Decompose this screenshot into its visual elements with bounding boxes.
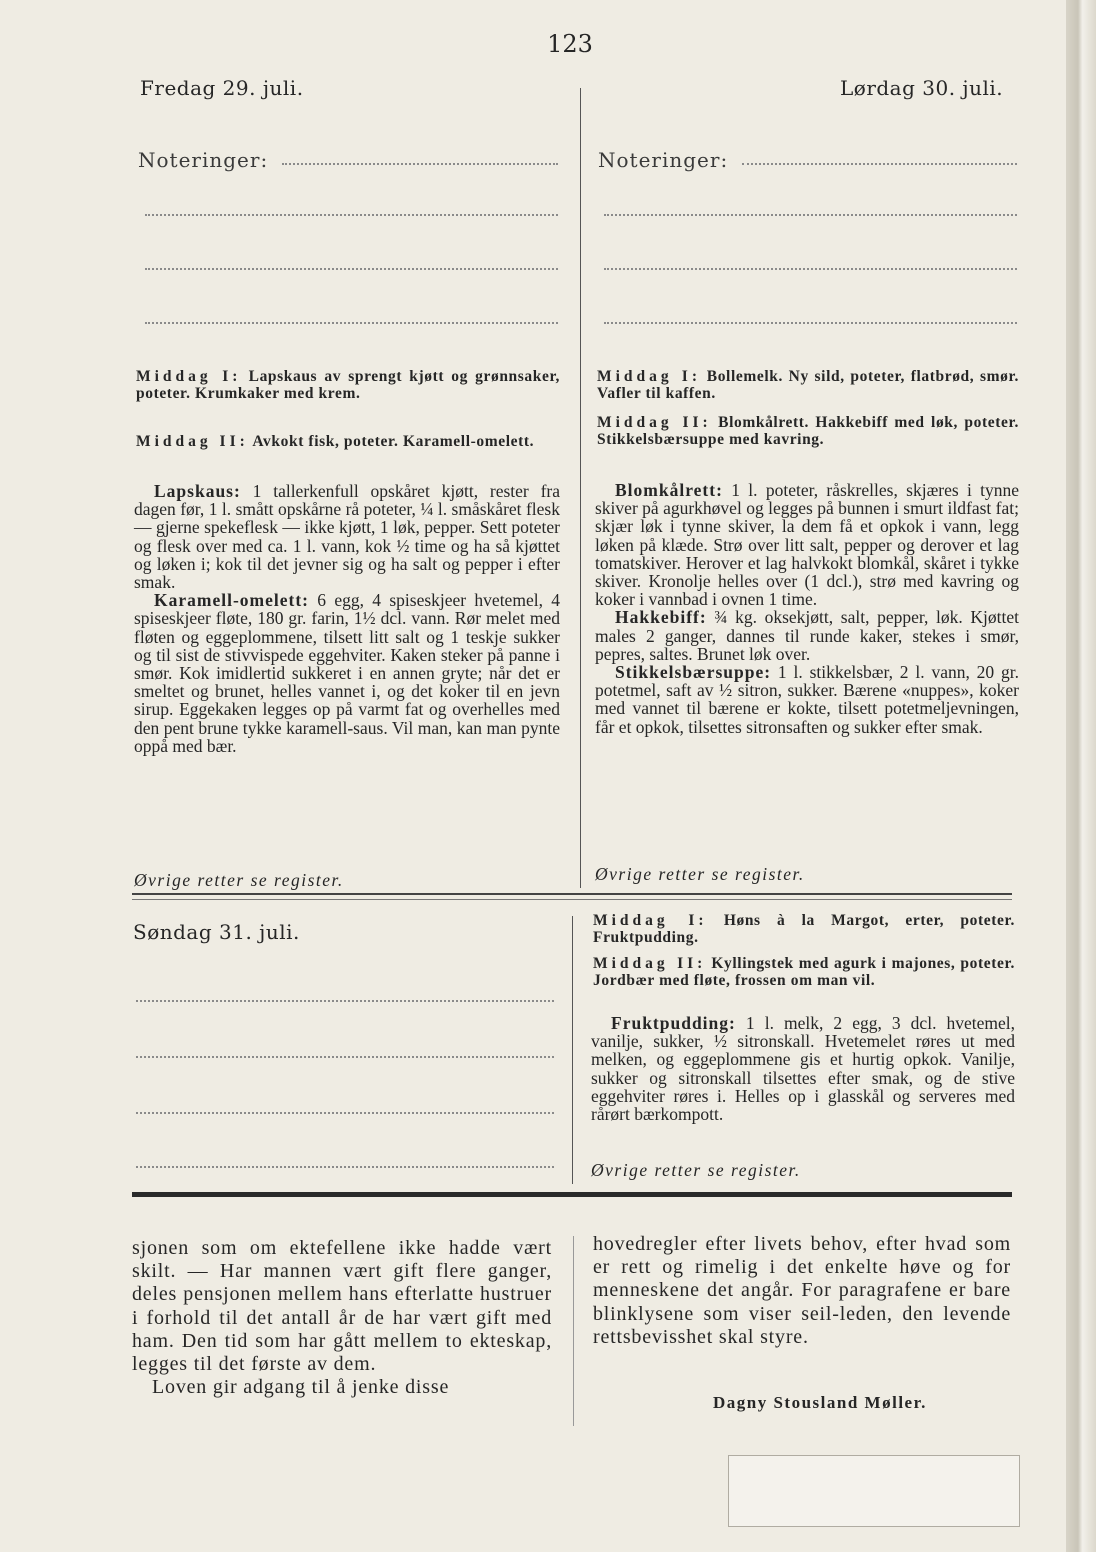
article-signature: Dagny Stousland Møller. bbox=[713, 1393, 927, 1412]
dinner-text: Kyllingstek med agurk i majones, poteter. Jordbær med fløte, frossen om man vil. bbox=[593, 955, 1015, 989]
column-divider bbox=[572, 916, 573, 1184]
saturday-recipes bbox=[595, 481, 1019, 736]
article-right-column bbox=[593, 1233, 1011, 1349]
friday-dinner-1 bbox=[136, 368, 560, 402]
dinner-text: Bollemelk. Ny sild, poteter, flatbrød, smør. Vafler til kaffen. bbox=[597, 368, 1020, 402]
section-divider bbox=[132, 893, 1012, 895]
dinner-label: Middag I: bbox=[597, 368, 702, 385]
saturday-notes-line bbox=[742, 163, 1017, 165]
saturday-notes-line bbox=[604, 268, 1017, 270]
friday-notes-line bbox=[282, 163, 558, 165]
dinner-label: Middag II: bbox=[597, 414, 712, 431]
sunday-notes-line bbox=[136, 1000, 554, 1002]
sunday-dinner-2 bbox=[593, 955, 1015, 989]
saturday-dinner-1 bbox=[597, 368, 1019, 402]
dinner-label: Middag I: bbox=[593, 912, 708, 929]
saturday-notes-line bbox=[604, 214, 1017, 216]
sunday-notes-line bbox=[136, 1166, 554, 1168]
recipe-karamell-omelett: Karamell-omelett: 6 egg, 4 spiseskjeer hvetemel, 4 spiseskjeer fløte, 180 gr. farin, 1½ dcl. vann. Rør melet med fløten og eggeplommene, tilsett litt salt og 1 teskje sukker og til sist de stivvispede eggehviter. Kaken steker på panne i smør. Kok imidlertid sukkeret i en annen gryte; når det er smeltet og brunet, helles vannet i, og det koker til en jevn sirup. Eggekaken legges op på varmt fat og overhelles med den pent brune tykke karamell-saus. Vil man, kan man pynte oppå med bær. bbox=[134, 590, 560, 756]
friday-date-heading: Fredag 29. juli. bbox=[140, 76, 304, 100]
sunday-notes-line bbox=[136, 1112, 554, 1114]
article-left-column bbox=[132, 1237, 552, 1399]
blank-box bbox=[728, 1455, 1020, 1527]
article-paragraph: hovedregler efter livets behov, efter hvad som er rett og rimelig i det enkelte høve og for menneskene det angår. For paragrafene er bare blinklysene som viser seil-leden, den levende rettsbevisshet skal styre. bbox=[593, 1233, 1011, 1348]
recipe-stikkelsbaersuppe: Stikkelsbærsuppe: 1 l. stikkelsbær, 2 l. vann, 20 gr. potetmel, saft av ½ sitron, sukker. Bærene «nuppes», koker med vannet til bærene er kokte, tilsett potetmeljevningen, får et opkok, tilsettes sitronsaften og sukker efter smak. bbox=[595, 662, 1019, 737]
section-divider bbox=[132, 899, 1012, 900]
dinner-text: Lapskaus av sprengt kjøtt og grønnsaker, poteter. Krumkaker med krem. bbox=[136, 368, 560, 402]
dinner-text: Avkokt fisk, poteter. Karamell-omelett. bbox=[252, 433, 535, 450]
article-divider bbox=[132, 1192, 1012, 1197]
friday-notes-line bbox=[145, 268, 558, 270]
column-divider bbox=[580, 88, 581, 888]
friday-notes-label: Noteringer: bbox=[138, 148, 269, 172]
saturday-date-heading: Lørdag 30. juli. bbox=[840, 76, 1004, 100]
article-paragraph: Loven gir adgang til å jenke disse bbox=[152, 1376, 450, 1399]
saturday-footer: Øvrige retter se register. bbox=[595, 864, 805, 884]
sunday-dinner-1 bbox=[593, 912, 1015, 946]
friday-notes-line bbox=[145, 322, 558, 324]
article-paragraph: sjonen som om ektefellene ikke hadde vært skilt. — Har mannen vært gift flere ganger, deles pensjonen mellem hans efterlatte hustruer i forhold til det antall år de har vært gift med ham. Den tid som har gått mellem to ekteskap, legges til det første av dem. bbox=[132, 1237, 552, 1376]
sunday-recipes bbox=[591, 1014, 1015, 1123]
saturday-notes-label: Noteringer: bbox=[598, 148, 729, 172]
sunday-notes-line bbox=[136, 1056, 554, 1058]
page-number: 123 bbox=[547, 30, 593, 58]
friday-notes-line bbox=[145, 214, 558, 216]
dinner-label: Middag II: bbox=[136, 433, 249, 450]
friday-dinner-2 bbox=[136, 433, 560, 450]
sunday-date-heading: Søndag 31. juli. bbox=[133, 920, 300, 944]
friday-recipes bbox=[134, 482, 560, 755]
dinner-text: Høns à la Margot, erter, poteter. Fruktpudding. bbox=[593, 912, 1015, 946]
column-divider bbox=[573, 1236, 574, 1426]
dinner-label: Middag I: bbox=[136, 368, 242, 385]
saturday-notes-line bbox=[604, 322, 1017, 324]
sunday-footer: Øvrige retter se register. bbox=[591, 1160, 801, 1180]
dinner-label: Middag II: bbox=[593, 955, 707, 972]
recipe-hakkebiff: Hakkebiff: ¾ kg. oksekjøtt, salt, pepper, løk. Kjøttet males 2 ganger, dannes til runde kaker, stekes i smør, pepres, saltes. Brunet løk over. bbox=[595, 607, 1020, 664]
dinner-text: Blomkålrett. Hakkebiff med løk, poteter. Stikkelsbærsuppe med kavring. bbox=[597, 414, 1019, 448]
recipe-fruktpudding: Fruktpudding: 1 l. melk, 2 egg, 3 dcl. hvetemel, vanilje, sukker, ½ sitronskall. Hvetemelet røres ut med melken, og eggeplommene gis et hurtig opkok. Vanilje, sukker og sitronskall tilsettes efter smak, og de stive eggehviter røres i. Helles op i glasskål og serveres med rårørt bærkompott. bbox=[591, 1013, 1015, 1125]
friday-footer: Øvrige retter se register. bbox=[134, 870, 344, 890]
saturday-dinner-2 bbox=[597, 414, 1019, 448]
recipe-blomkalrett: Blomkålrett: 1 l. poteter, råskrelles, skjæres i tynne skiver på agurkhøvel og legges på bunnen i smurt ildfast fat; skjær løk i tynne skiver, la dem få et opkok i vann, legg løken på klæde. Strø over litt salt, pepper og derover et lag tomatskiver. Herover et lag halvkokt blomkål, skåret i tykke skiver. Kronolje helles over (1 dcl.), strø med kavring og koker i vannbad i ovnen 1 time. bbox=[595, 480, 1019, 610]
recipe-lapskaus: Lapskaus: 1 tallerkenfull opskåret kjøtt, rester fra dagen før, 1 l. smått opskårne rå poteter, ¼ l. småskåret flesk — gjerne spekeflesk — ikke kjøtt, 1 løk, pepper. Sett poteter og flesk over med ca. 1 l. vann, kok ½ time og ha så kjøttet og løken i; kok til det jevner sig og ha salt og pepper i efter smak. bbox=[134, 481, 560, 593]
book-binding-edge bbox=[1066, 0, 1096, 1552]
